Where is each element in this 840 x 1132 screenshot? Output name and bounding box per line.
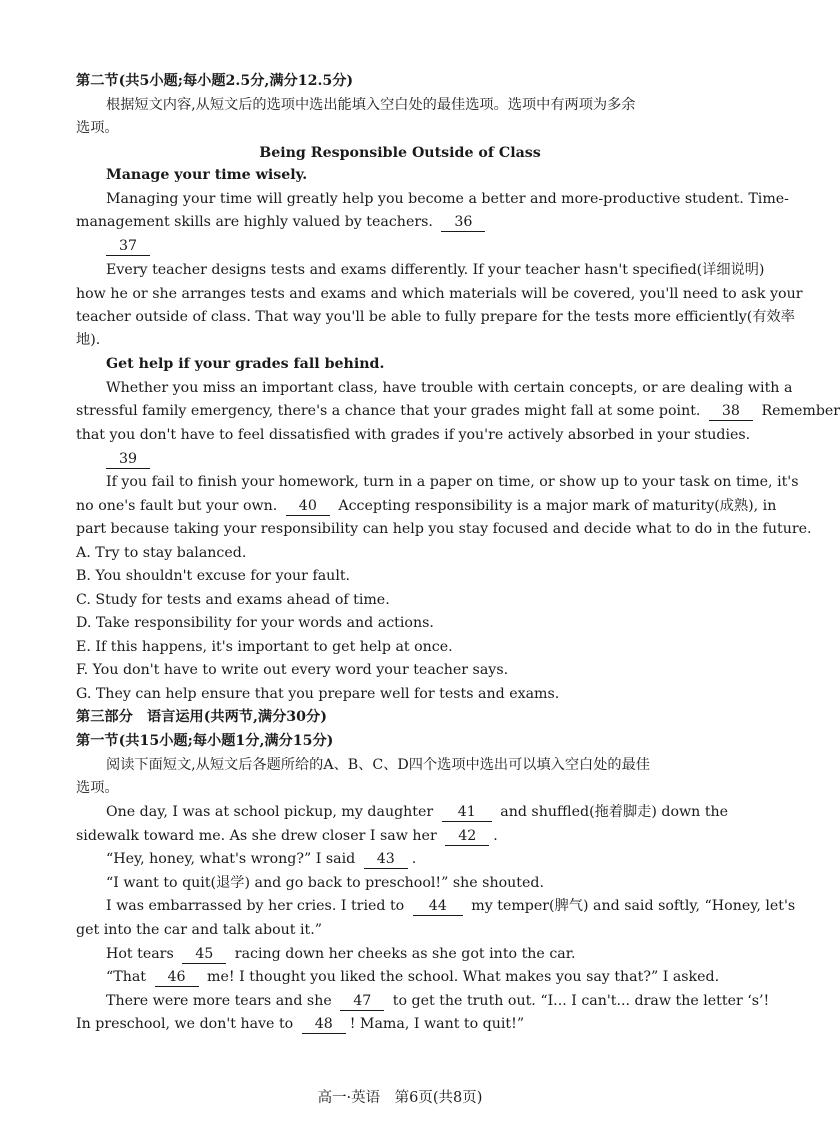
option-c[interactable]: C. Study for tests and exams ahead of time. [76, 592, 390, 608]
paragraph-line: 地). [76, 332, 101, 348]
blank-36[interactable]: 36 [441, 213, 485, 232]
cloze-text: There were more tears and she [106, 993, 332, 1009]
subheading-time: Manage your time wisely. [106, 167, 308, 183]
paragraph-line [76, 212, 724, 232]
option-a[interactable]: A. Try to stay balanced. [76, 545, 247, 561]
paragraph-line: that you don't have to feel dissatisfied with grades if you're actively absorbed in your studies. [76, 427, 751, 443]
blank-41[interactable]: 41 [442, 803, 492, 822]
option-g[interactable]: G. They can help ensure that you prepare well for tests and exams. [76, 686, 560, 702]
option-b[interactable]: B. You shouldn't excuse for your fault. [76, 568, 351, 584]
paragraph-line [76, 401, 840, 421]
paragraph-text: stressful family emergency, there's a chance that your grades might fall at some point. [76, 403, 701, 419]
paragraph-line: Managing your time will greatly help you become a better and more-productive student. Time- [106, 191, 789, 207]
part3-header: 第三部分 语言运用(共两节,满分30分) [76, 709, 327, 725]
cloze-text: my temper(脾气) and said softly, “Honey, let's [471, 898, 796, 914]
cloze-text: . [493, 828, 498, 844]
cloze-line: get into the car and talk about it.” [76, 922, 322, 938]
section2-instruction-cont: 选项。 [76, 120, 119, 136]
cloze-line [76, 1014, 724, 1034]
cloze-text: “That [106, 969, 147, 985]
paragraph-text: Accepting responsibility is a major mark of maturity(成熟), in [338, 498, 777, 514]
paragraph-line: If you fail to finish your homework, turn in a paper on time, or show up to your task on time, it's [106, 474, 799, 490]
passage-title: Being Responsible Outside of Class [259, 145, 541, 161]
page-footer: 高一·英语 第6页(共8页) [317, 1090, 483, 1106]
blank-39[interactable]: 39 [106, 450, 150, 469]
blank-47[interactable]: 47 [340, 992, 384, 1011]
cloze-text: ! Mama, I want to quit!” [349, 1016, 525, 1032]
blank-42[interactable]: 42 [445, 827, 489, 846]
cloze-text: and shuffled(拖着脚走) down the [500, 804, 729, 820]
cloze-line [106, 849, 724, 869]
subheading-grades: Get help if your grades fall behind. [106, 356, 385, 372]
cloze-text: In preschool, we don't have to [76, 1016, 294, 1032]
option-d[interactable]: D. Take responsibility for your words and actions. [76, 615, 434, 631]
cloze-text: . [411, 851, 417, 867]
cloze-line [106, 896, 796, 916]
blank-37[interactable]: 37 [106, 237, 150, 256]
paragraph-text: management skills are highly valued by teachers. [76, 214, 433, 230]
option-e[interactable]: E. If this happens, it's important to get help at once. [76, 639, 453, 655]
paragraph-line [106, 236, 724, 256]
cloze-line [76, 826, 724, 846]
paragraph-text: Remember [761, 403, 840, 419]
cloze-line [106, 802, 729, 822]
paragraph-line: part because taking your responsibility can help you stay focused and decide what to do in the future. [76, 521, 812, 537]
blank-38[interactable]: 38 [709, 402, 753, 421]
paragraph-line [76, 496, 777, 516]
paragraph-line [106, 449, 724, 469]
cloze-text: racing down her cheeks as she got into the car. [234, 946, 576, 962]
cloze-text: One day, I was at school pickup, my daughter [106, 804, 434, 820]
paragraph-line: teacher outside of class. That way you'll be able to fully prepare for the tests more efficiently(有效率 [76, 309, 795, 325]
blank-40[interactable]: 40 [286, 497, 330, 516]
cloze-text: me! I thought you liked the school. What makes you say that?” I asked. [207, 969, 720, 985]
paragraph-line: how he or she arranges tests and exams and which materials will be covered, you'll need to ask your [76, 286, 803, 302]
blank-45[interactable]: 45 [182, 945, 226, 964]
cloze-text: I was embarrassed by her cries. I tried to [106, 898, 405, 914]
blank-44[interactable]: 44 [413, 897, 463, 916]
section2-instruction: 根据短文内容,从短文后的选项中选出能填入空白处的最佳选项。选项中有两项为多余 [106, 97, 636, 113]
cloze-line [106, 991, 770, 1011]
part3-subheader: 第一节(共15小题;每小题1分,满分15分) [76, 733, 334, 749]
cloze-text: to get the truth out. “I... I can't... draw the letter ‘s’! [392, 993, 770, 1009]
cloze-line [106, 967, 724, 987]
blank-43[interactable]: 43 [364, 850, 408, 869]
paragraph-line: Every teacher designs tests and exams differently. If your teacher hasn't specified(详细说明) [106, 262, 765, 278]
part3-instruction: 阅读下面短文,从短文后各题所给的A、B、C、D四个选项中选出可以填入空白处的最佳 [106, 757, 650, 773]
cloze-text: “Hey, honey, what's wrong?” I said [106, 851, 356, 867]
part3-instruction-cont: 选项。 [76, 780, 119, 796]
option-f[interactable]: F. You don't have to write out every word your teacher says. [76, 662, 509, 678]
cloze-line: “I want to quit(退学) and go back to preschool!” she shouted. [106, 875, 544, 891]
cloze-text: Hot tears [106, 946, 174, 962]
paragraph-text: no one's fault but your own. [76, 498, 278, 514]
cloze-line [106, 944, 724, 964]
paragraph-line: Whether you miss an important class, have trouble with certain concepts, or are dealing with a [106, 380, 793, 396]
blank-46[interactable]: 46 [155, 968, 199, 987]
blank-48[interactable]: 48 [302, 1015, 346, 1034]
section2-header: 第二节(共5小题;每小题2.5分,满分12.5分) [76, 73, 354, 89]
cloze-text: sidewalk toward me. As she drew closer I saw her [76, 828, 437, 844]
